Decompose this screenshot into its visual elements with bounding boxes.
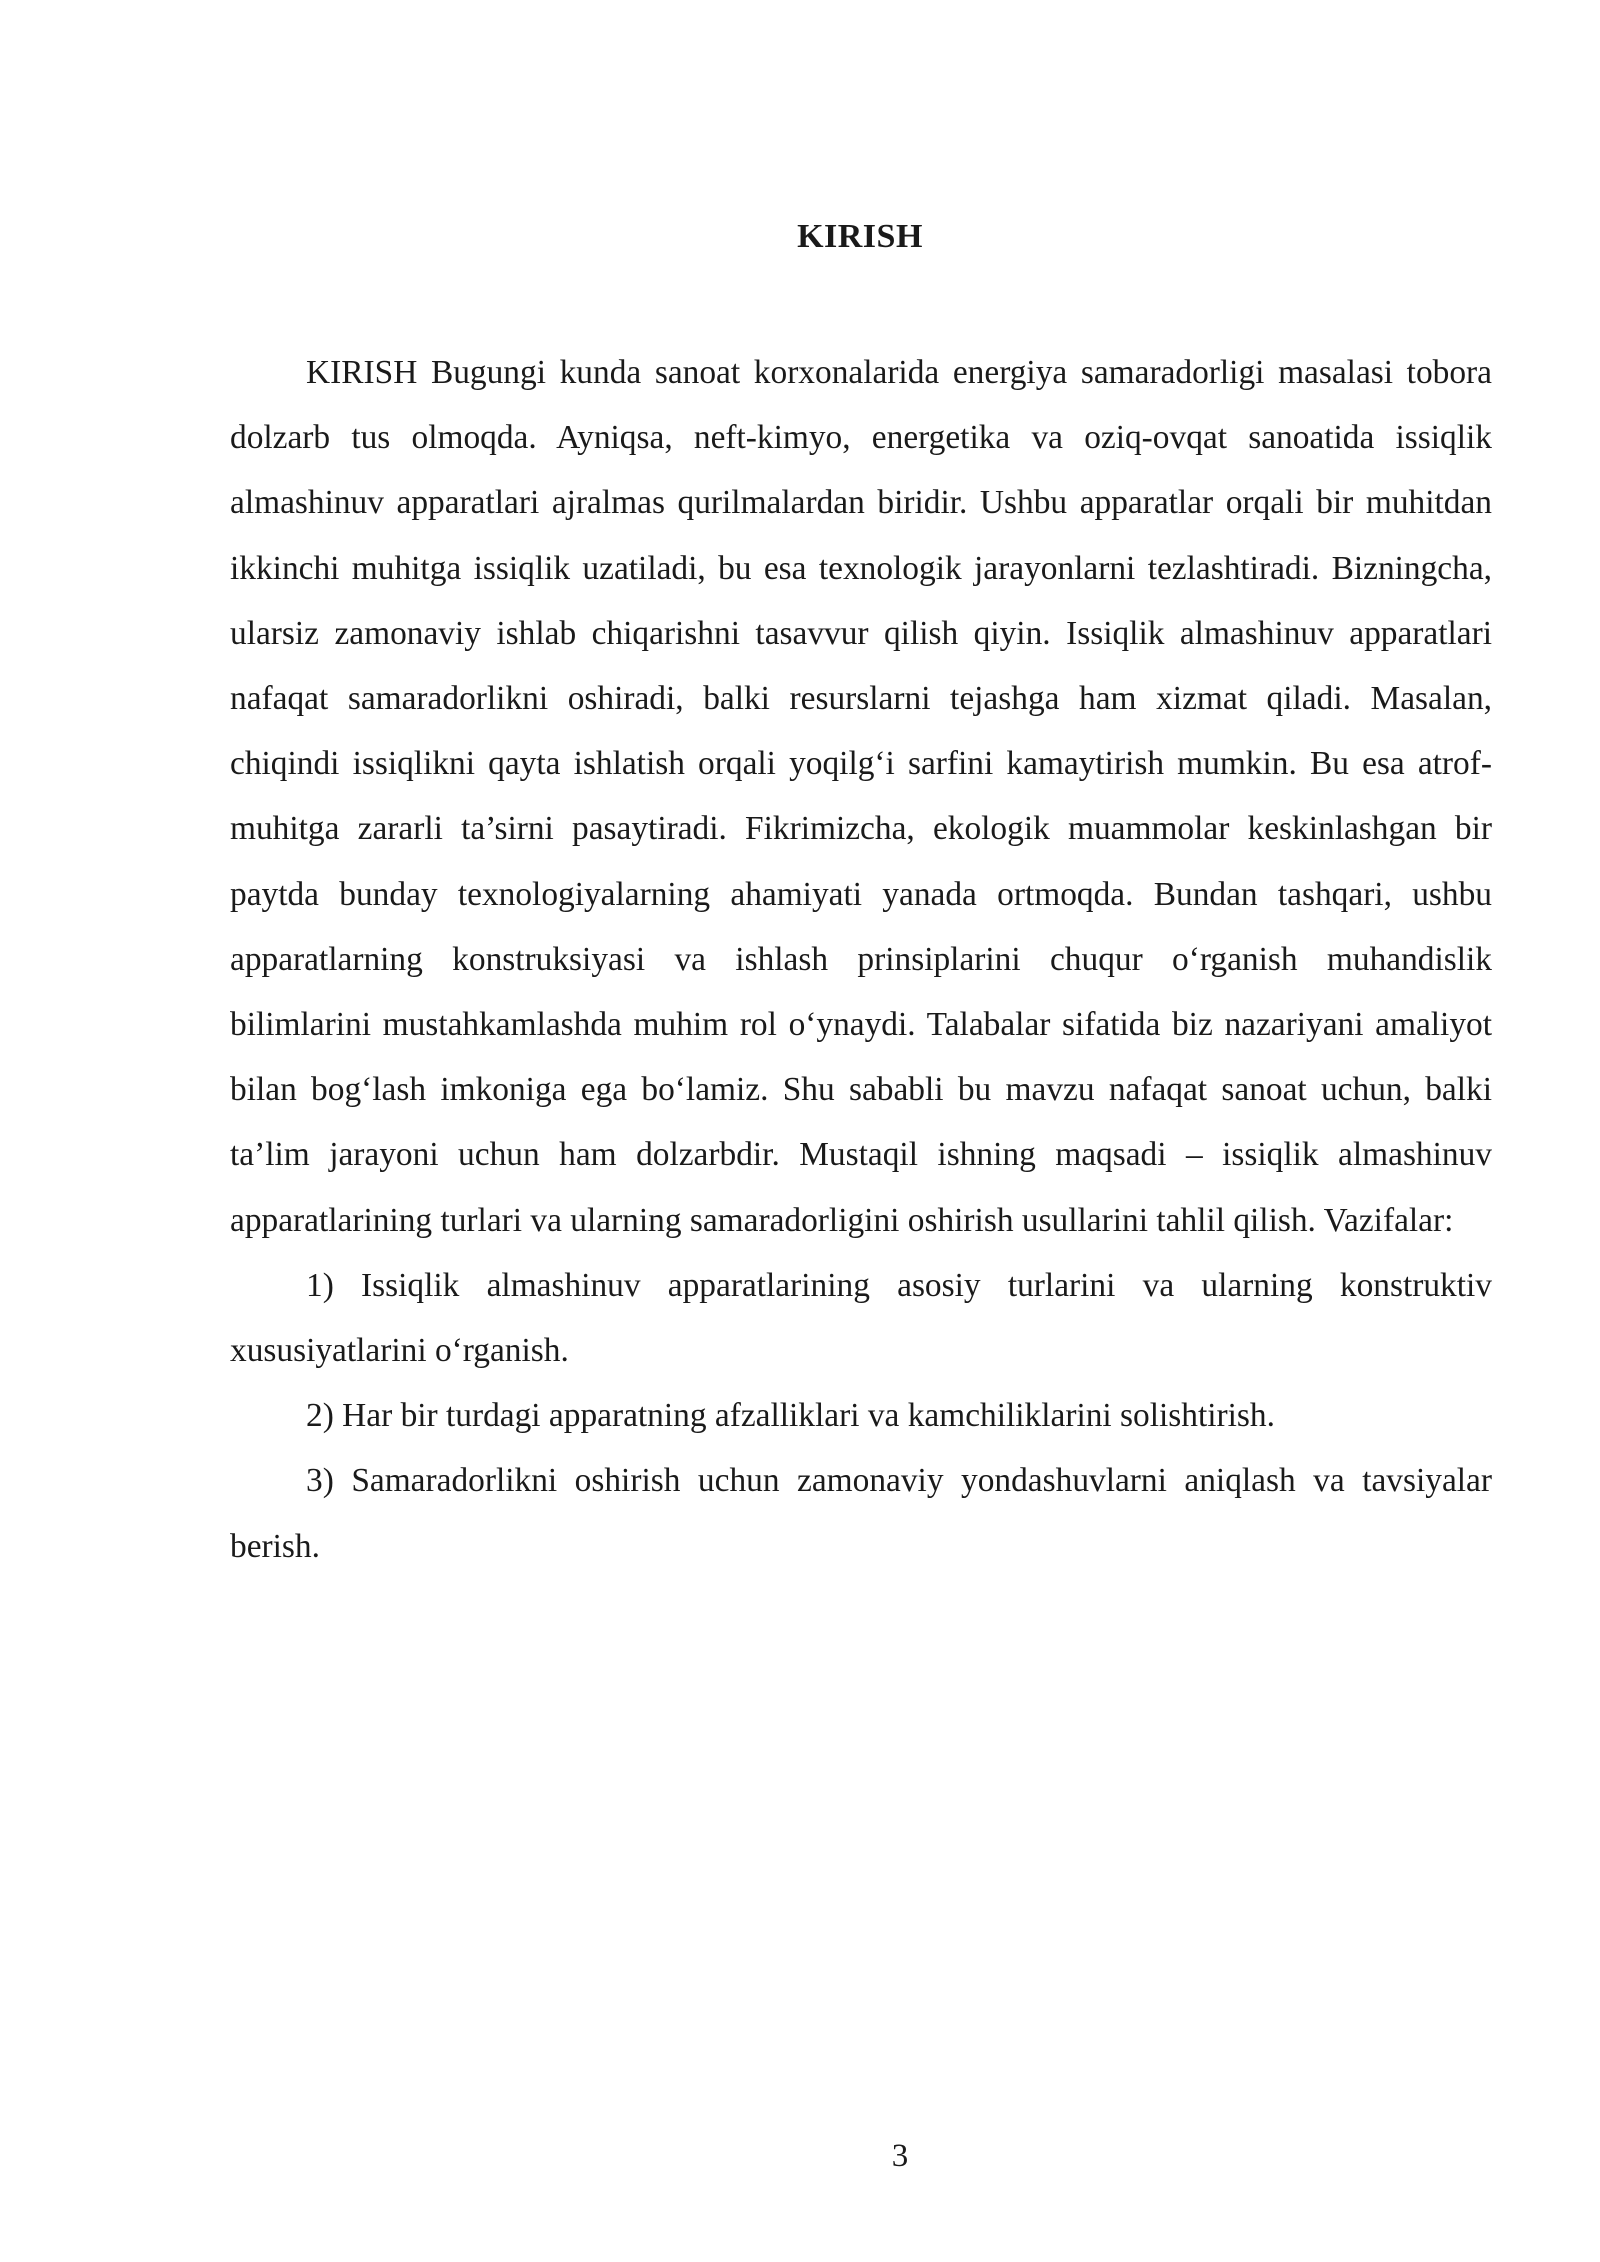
page-number: 3 [891, 2138, 909, 2174]
body-text [230, 340, 1492, 1579]
task-item-2: 2) Har bir turdagi apparatning afzalliklari va kamchiliklarini solishtirish. [306, 1397, 1275, 1435]
task-item-3: 3) Samaradorlikni oshirish uchun zamonaviy yondashuvlarni aniqlash va tavsiyalar berish. [230, 1462, 1492, 1565]
task-item-1: 1) Issiqlik almashinuv apparatlarining asosiy turlarini va ularning konstruktiv xususiyatlarini o‘rganish. [230, 1266, 1492, 1370]
section-heading: KIRISH [797, 218, 923, 255]
intro-paragraph: KIRISH Bugungi kunda sanoat korxonalarida energiya samaradorligi masalasi tobora dolzarb tus olmoqda. Ayniqsa, neft-kimyo, energetika va oziq-ovqat sanoatida issiqlik almashinuv apparatlari ajralmas qurilmalardan biridir. Ushbu apparatlar orqali bir muhitdan ikkinchi muhitga issiqlik uzatiladi, bu esa texnologik jarayonlarni tezlashtiradi. Bizningcha, ularsiz zamonaviy ishlab chiqarishni tasavvur qilish qiyin. Issiqlik almashinuv apparatlari nafaqat samaradorlikni oshiradi, balki resurslarni tejashga ham xizmat qiladi. Masalan, chiqindi issiqlikni qayta ishlatish orqali yoqilg‘i sarfini kamaytirish mumkin. Bu esa atrof-muhitga zararli ta’sirni pasaytiradi. Fikrimizcha, ekologik muammolar keskinlashgan bir paytda bunday texnologiyalarning ahamiyati yanada ortmoqda. Bundan tashqari, ushbu apparatlarning konstruksiyasi va ishlash prinsiplarini chuqur o‘rganish muhandislik bilimlarini mustahkamlashda muhim rol o‘ynaydi. Talabalar sifatida biz nazariyani amaliyot bilan bog‘lash imkoniga ega bo‘lamiz. Shu sababli bu mavzu nafaqat sanoat uchun, balki ta’lim jarayoni uchun ham dolzarbdir. Mustaqil ishning maqsadi – issiqlik almashinuv apparatlarining turlari va ularning samaradorligini oshirish usullarini tahlil qilish. Vazifalar: [230, 354, 1492, 1239]
